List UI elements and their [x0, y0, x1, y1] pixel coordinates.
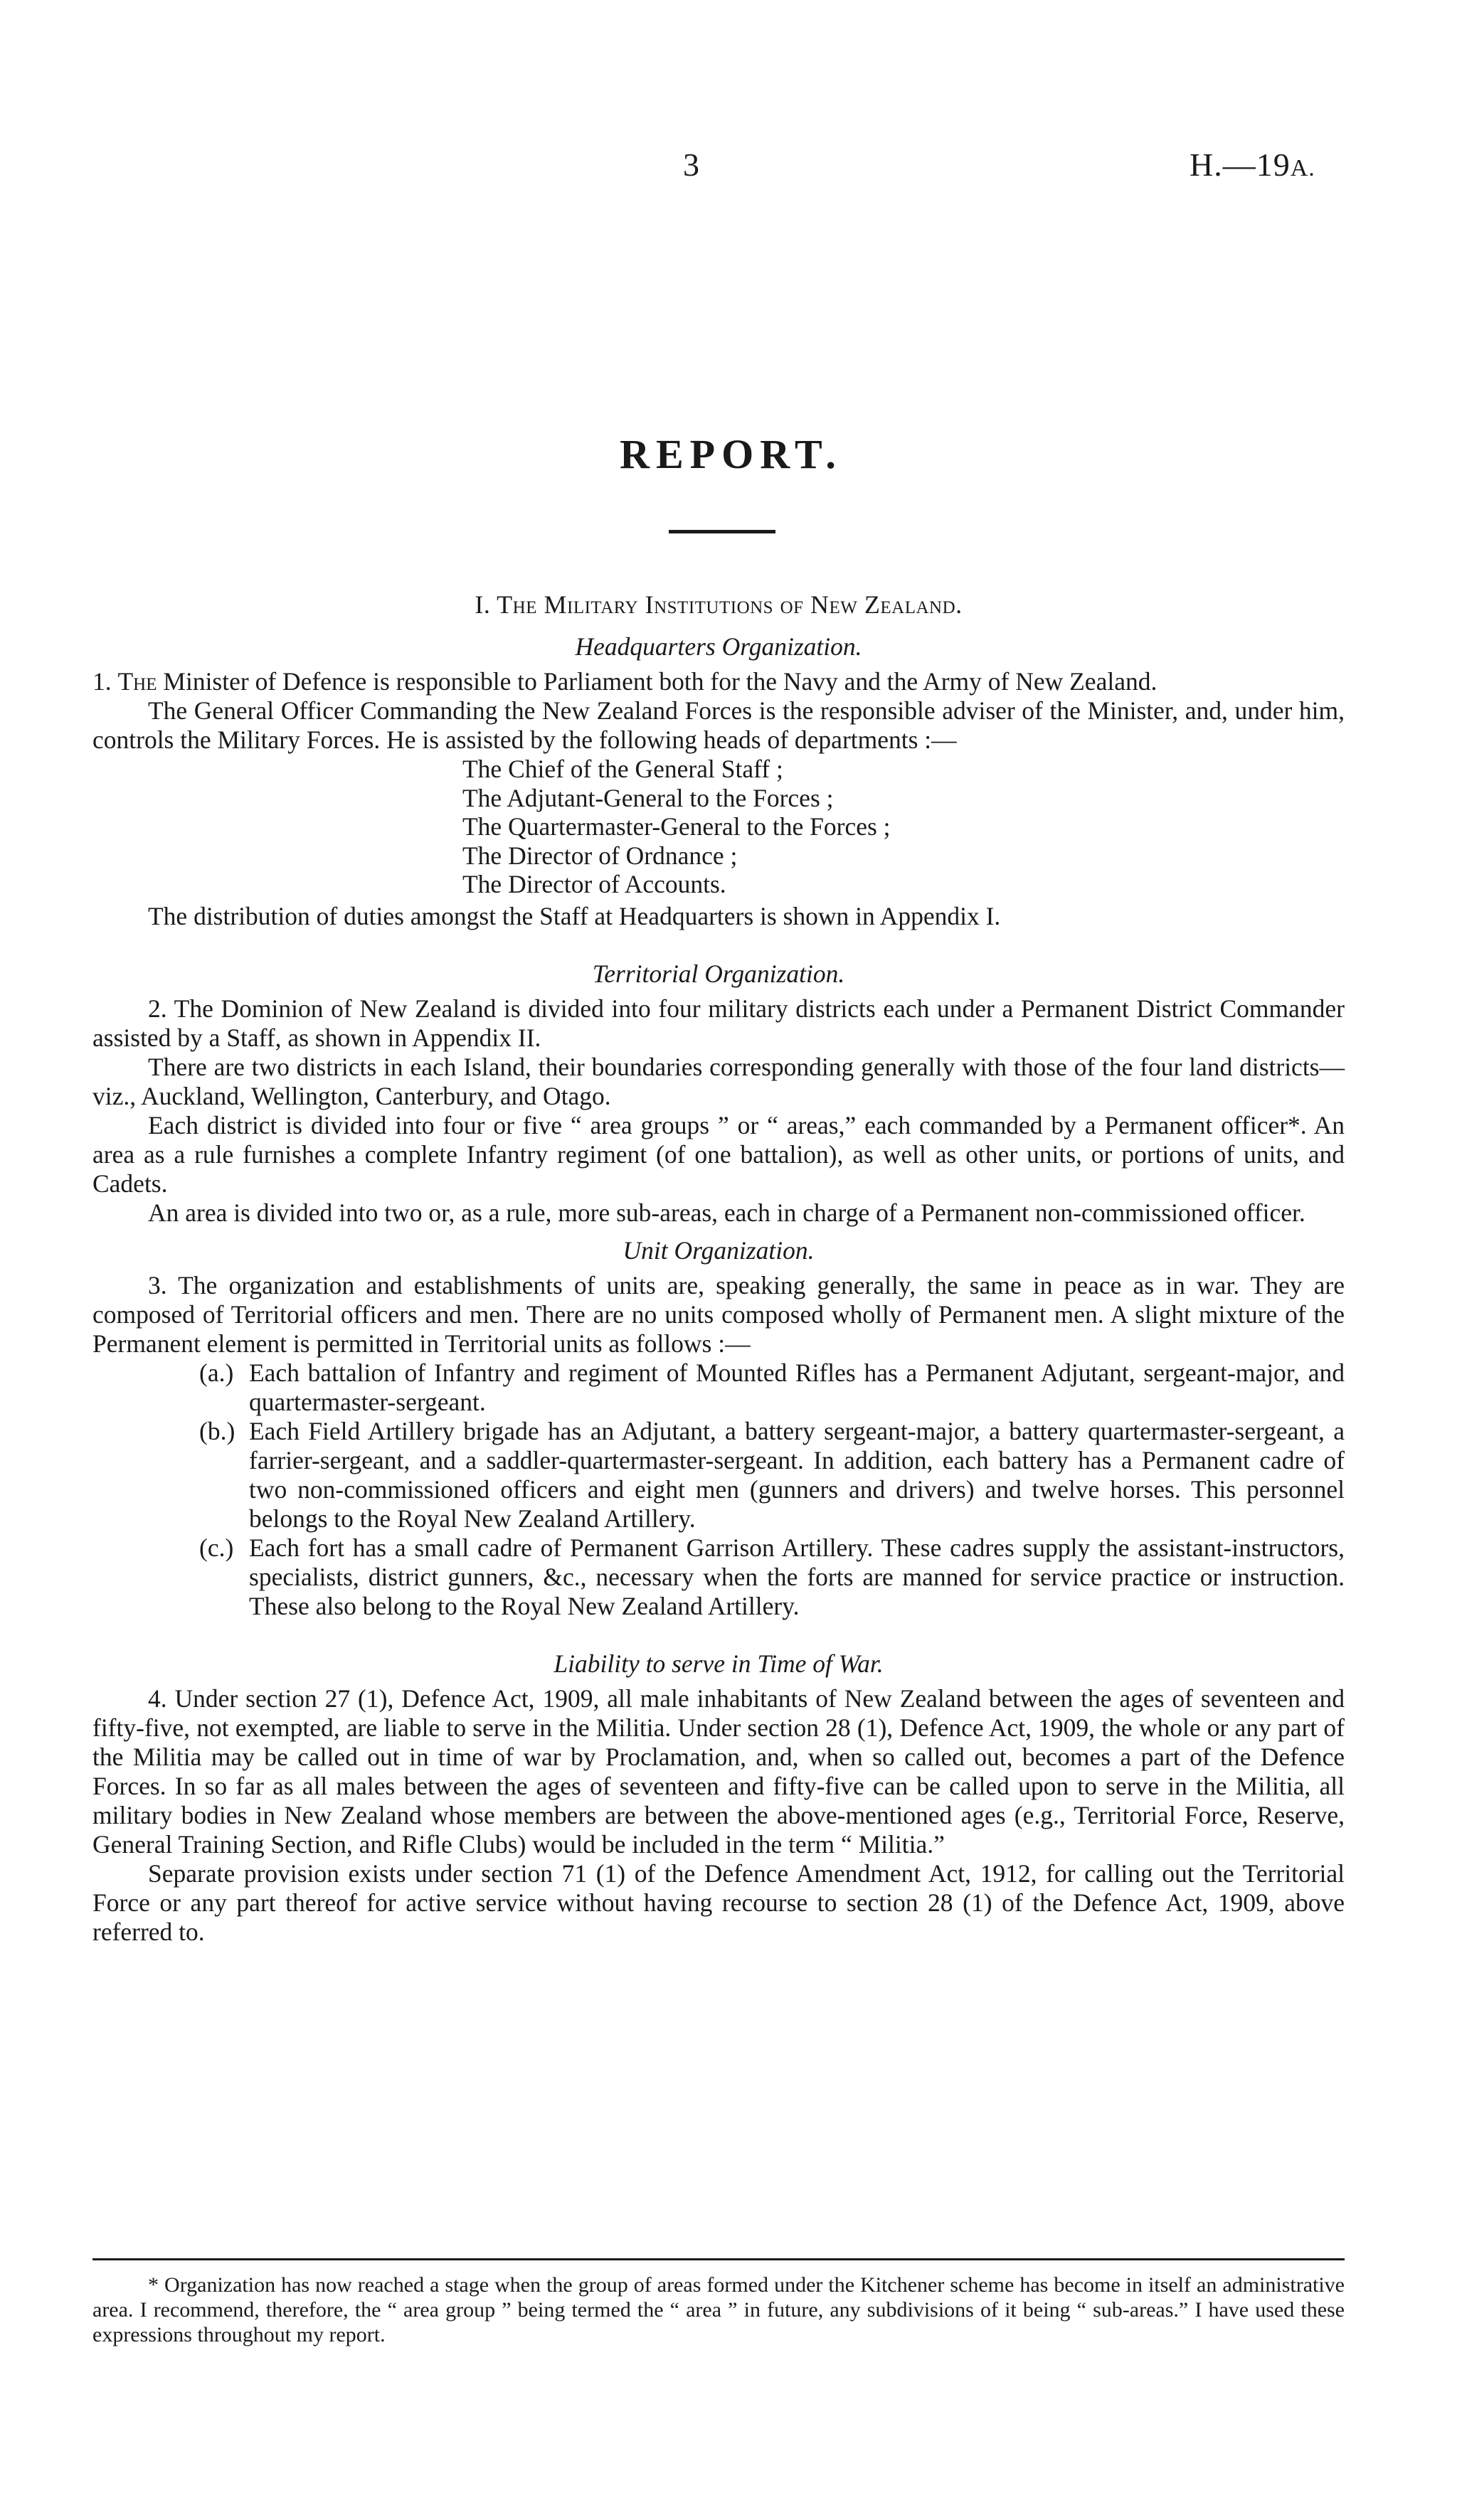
- report-body: [92, 590, 1345, 1947]
- departments-list: [462, 755, 1345, 899]
- footnote-text: * Organization has now reached a stage when the group of areas formed under the Kitchener scheme has become in itself an administrative area. I recommend, therefore, the “ area group ” being termed the “ area ” in future, any subdivisions of it being “ sub-areas.” I have used these expressions throughout my report.: [92, 2273, 1345, 2346]
- paragraph-1: [92, 667, 1345, 696]
- item-marker: (c.): [199, 1533, 234, 1562]
- item-text: Each battalion of Infantry and regiment of Mounted Rifles has a Permanent Adjutant, sergeant-major, and quartermaster-sergeant.: [249, 1358, 1345, 1416]
- unit-item: [199, 1359, 1345, 1417]
- department-item: The Director of Accounts.: [462, 870, 726, 898]
- paragraph-4: 4. Under section 27 (1), Defence Act, 1909, all male inhabitants of New Zealand between the ages of seventeen and fifty-five, not exempted, are liable to serve in the Militia. Under section 28 (1), Defence Act, 1909, the whole or any part of the Militia may be called out in time of war by Proclamation, and, when so called out, becomes a part of the Defence Forces. In so far as all males between the ages of seventeen and fifty-five can be called upon to serve in the Militia, all military bodies in New Zealand whose members are between the above-mentioned ages (e.g., Territorial Force, Reserve, General Training Section, and Rifle Clubs) would be included in the term “ Militia.”: [92, 1684, 1345, 1859]
- paragraph-goc: The General Officer Commanding the New Zealand Forces is the responsible adviser of the Minister, and, under him, controls the Military Forces. He is assisted by the following heads of departments :—: [92, 696, 1345, 754]
- department-item: The Quartermaster-General to the Forces ;: [462, 812, 891, 841]
- department-item: The Chief of the General Staff ;: [462, 755, 783, 783]
- department-item: The Director of Ordnance ;: [462, 841, 738, 870]
- item-marker: (a.): [199, 1358, 234, 1387]
- paragraph-2: 2. The Dominion of New Zealand is divided into four military districts each under a Permanent District Commander assisted by a Staff, as shown in Appendix II.: [92, 994, 1345, 1052]
- paragraph-first-word: The: [117, 667, 157, 696]
- item-marker: (b.): [199, 1416, 235, 1445]
- item-text: Each Field Artillery brigade has an Adjutant, a battery sergeant-major, a battery quartermaster-sergeant, a farrier-sergeant, and a saddler-quartermaster-sergeant. In addition, each battery has a Permanent cadre of two non-commissioned officers and eight men (gunners and drivers) and twelve horses. This personnel belongs to the Royal New Zealand Artillery.: [249, 1416, 1345, 1533]
- paragraph-separate-provision: Separate provision exists under section 71 (1) of the Defence Amendment Act, 1912, for calling out the Territorial Force or any part thereof for active service without having recourse to section 28 (1) of the Defence Act, 1909, above referred to.: [92, 1859, 1345, 1946]
- item-text: Each fort has a small cadre of Permanent Garrison Artillery. These cadres supply the assistant-instructors, specialists, district gunners, &c., necessary when the forts are manned for service practice or instruction. These also belong to the Royal New Zealand Artillery.: [249, 1533, 1345, 1620]
- subheading-headquarters: Headquarters Organization.: [575, 632, 862, 661]
- unit-items-list: [92, 1359, 1345, 1621]
- unit-item: [199, 1533, 1345, 1621]
- document-code-main: H.—19: [1190, 147, 1291, 183]
- unit-item: [199, 1417, 1345, 1533]
- section-heading: I. The Military Institutions of New Zealand.: [475, 590, 963, 619]
- document-code-suffix: A.: [1290, 155, 1315, 181]
- subheading-liability: Liability to serve in Time of War.: [553, 1649, 884, 1678]
- department-item: The Adjutant-General to the Forces ;: [462, 783, 834, 812]
- paragraph-distribution: The distribution of duties amongst the Staff at Headquarters is shown in Appendix I.: [148, 901, 1001, 930]
- paragraph-3: 3. The organization and establishments of units are, speaking generally, the same in peace as in war. They are composed of Territorial officers and men. There are no units composed wholly of Permanent men. A slight mixture of the Permanent element is permitted in Territorial units as follows :—: [92, 1270, 1345, 1358]
- report-title: REPORT.: [620, 431, 842, 477]
- paragraph-number: 1.: [92, 667, 112, 696]
- page-number: 3: [683, 147, 699, 183]
- subheading-territorial: Territorial Organization.: [592, 959, 845, 988]
- paragraph-area-groups: Each district is divided into four or five “ area groups ” or “ areas,” each commanded by a Permanent officer*. An area as a rule furnishes a complete Infantry regiment (of one battalion), as well as other units, or portions of units, and Cadets.: [92, 1110, 1345, 1198]
- document-code: [1190, 146, 1315, 184]
- footnote: [92, 2272, 1345, 2347]
- title-rule: [669, 530, 775, 533]
- paragraph-text: Minister of Defence is responsible to Parliament both for the Navy and the Army of New Zealand.: [163, 667, 1158, 696]
- paragraph-sub-areas: An area is divided into two or, as a rule, more sub-areas, each in charge of a Permanent non-commissioned officer.: [148, 1198, 1305, 1227]
- subheading-unit: Unit Organization.: [623, 1235, 815, 1265]
- footnote-rule: [92, 2258, 1345, 2260]
- paragraph-districts: There are two districts in each Island, their boundaries corresponding generally with those of the four land districts—viz., Auckland, Wellington, Canterbury, and Otago.: [92, 1052, 1345, 1110]
